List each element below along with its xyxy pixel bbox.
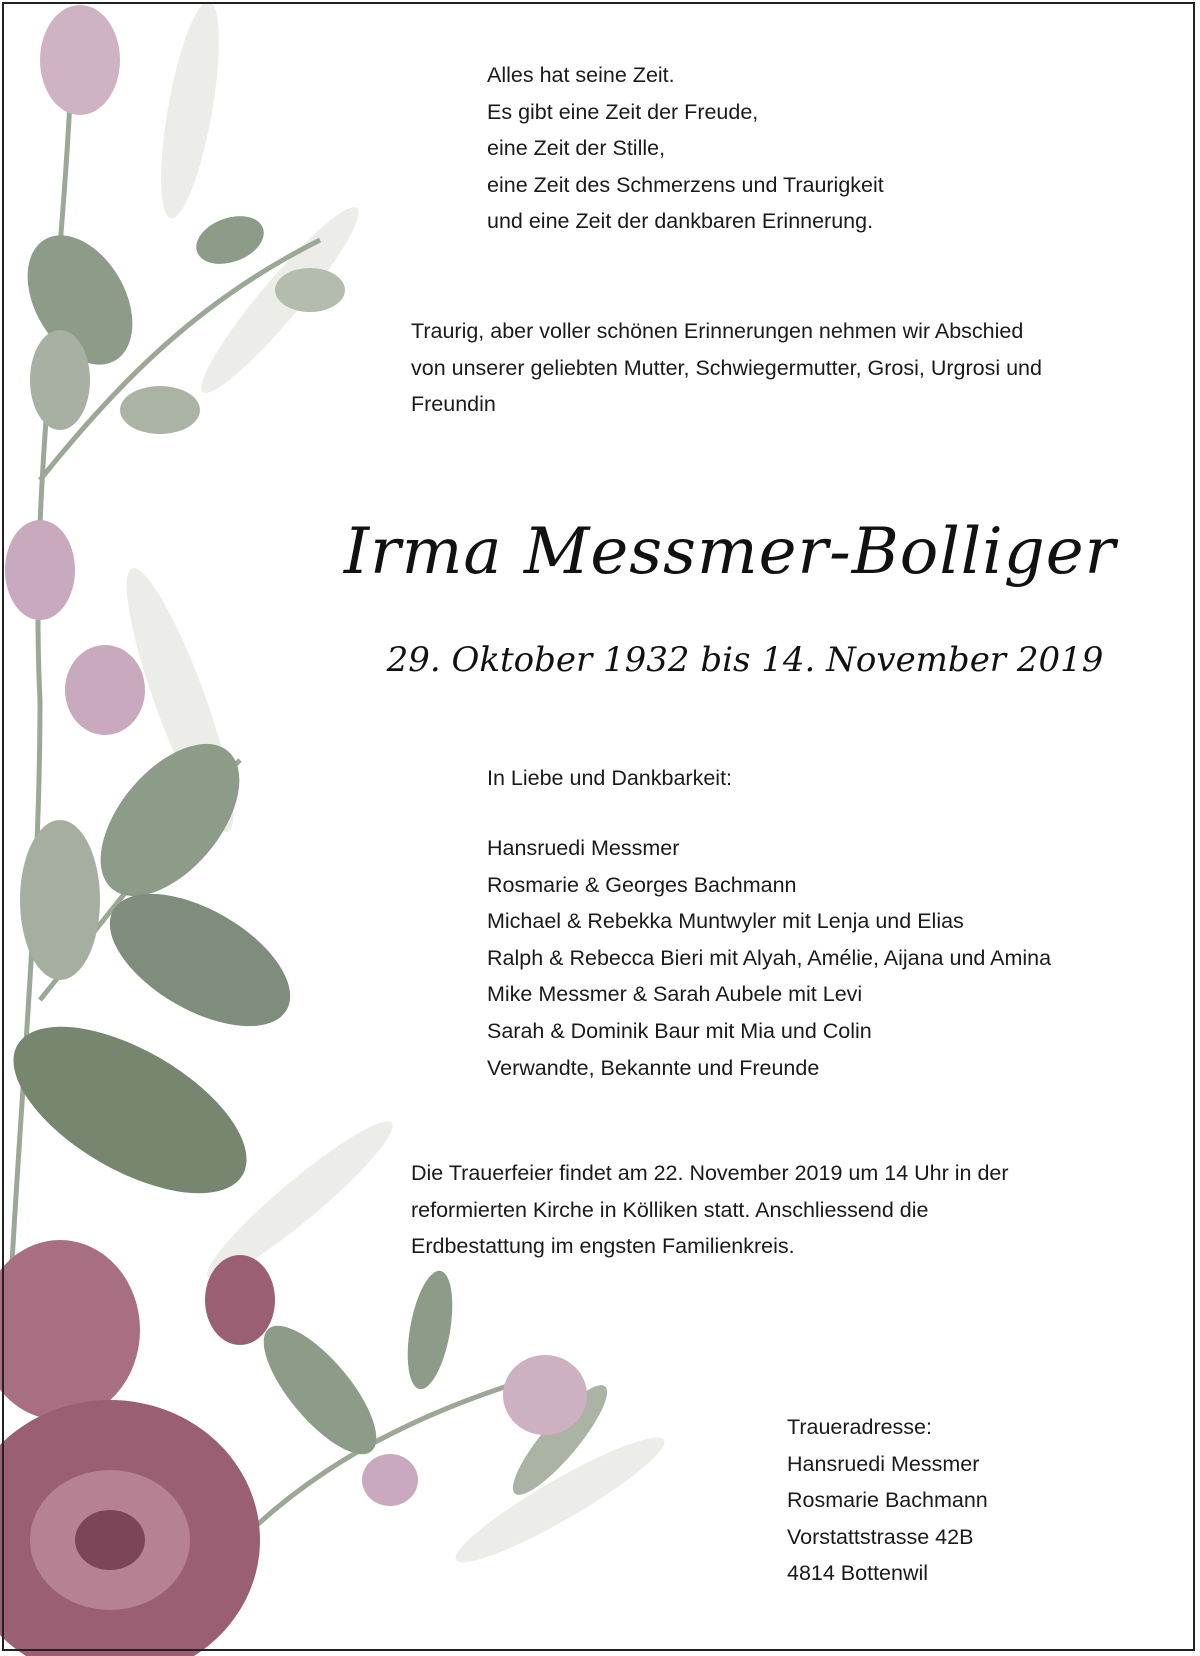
ceremony-line: reformierten Kirche in Kölliken statt. Anschliessend die [411, 1197, 929, 1222]
address-line: Rosmarie Bachmann [787, 1488, 988, 1513]
ceremony-line: Die Trauerfeier findet am 22. November 2019 um 14 Uhr in der [411, 1161, 1009, 1185]
mourner: Hansruedi Messmer [487, 836, 680, 860]
intro-line: von unserer geliebten Mutter, Schwiegermutter, Grosi, Urgrosi und [411, 355, 1042, 380]
ceremony-paragraph [411, 1155, 1009, 1265]
intro-line: Traurig, aber voller schönen Erinnerungen nehmen wir Abschied [411, 319, 1024, 343]
address-line: Traueradresse: [787, 1415, 932, 1439]
mourners-list [487, 830, 1051, 1086]
poem-line: eine Zeit des Schmerzens und Traurigkeit [487, 172, 884, 197]
mourner: Verwandte, Bekannte und Freunde [487, 1055, 820, 1080]
address-line: Hansruedi Messmer [787, 1451, 980, 1476]
poem [487, 57, 884, 240]
mourner: Rosmarie & Georges Bachmann [487, 872, 797, 897]
intro-paragraph [411, 313, 1042, 423]
deceased-name: Irma Messmer-Bolliger [343, 515, 1117, 589]
address-line: Vorstattstrasse 42B [787, 1524, 974, 1549]
mourners-heading: In Liebe und Dankbarkeit: [487, 766, 733, 790]
ceremony-line: Erdbestattung im engsten Familienkreis. [411, 1234, 795, 1259]
mourner: Michael & Rebekka Muntwyler mit Lenja und Elias [487, 909, 964, 934]
poem-line: eine Zeit der Stille, [487, 136, 666, 161]
poem-line: Alles hat seine Zeit. [487, 63, 675, 87]
poem-line: Es gibt eine Zeit der Freude, [487, 99, 759, 124]
mourner: Mike Messmer & Sarah Aubele mit Levi [487, 982, 863, 1007]
page-border [2, 2, 1195, 1651]
mourner: Sarah & Dominik Baur mit Mia und Colin [487, 1018, 872, 1043]
mourning-address [787, 1409, 988, 1592]
mourner: Ralph & Rebecca Bieri mit Alyah, Amélie, Aijana und Amina [487, 945, 1052, 970]
intro-line: Freundin [411, 392, 496, 417]
deceased-dates: 29. Oktober 1932 bis 14. November 2019 [386, 640, 1104, 680]
poem-line: und eine Zeit der dankbaren Erinnerung. [487, 209, 874, 234]
address-line: 4814 Bottenwil [787, 1561, 929, 1586]
